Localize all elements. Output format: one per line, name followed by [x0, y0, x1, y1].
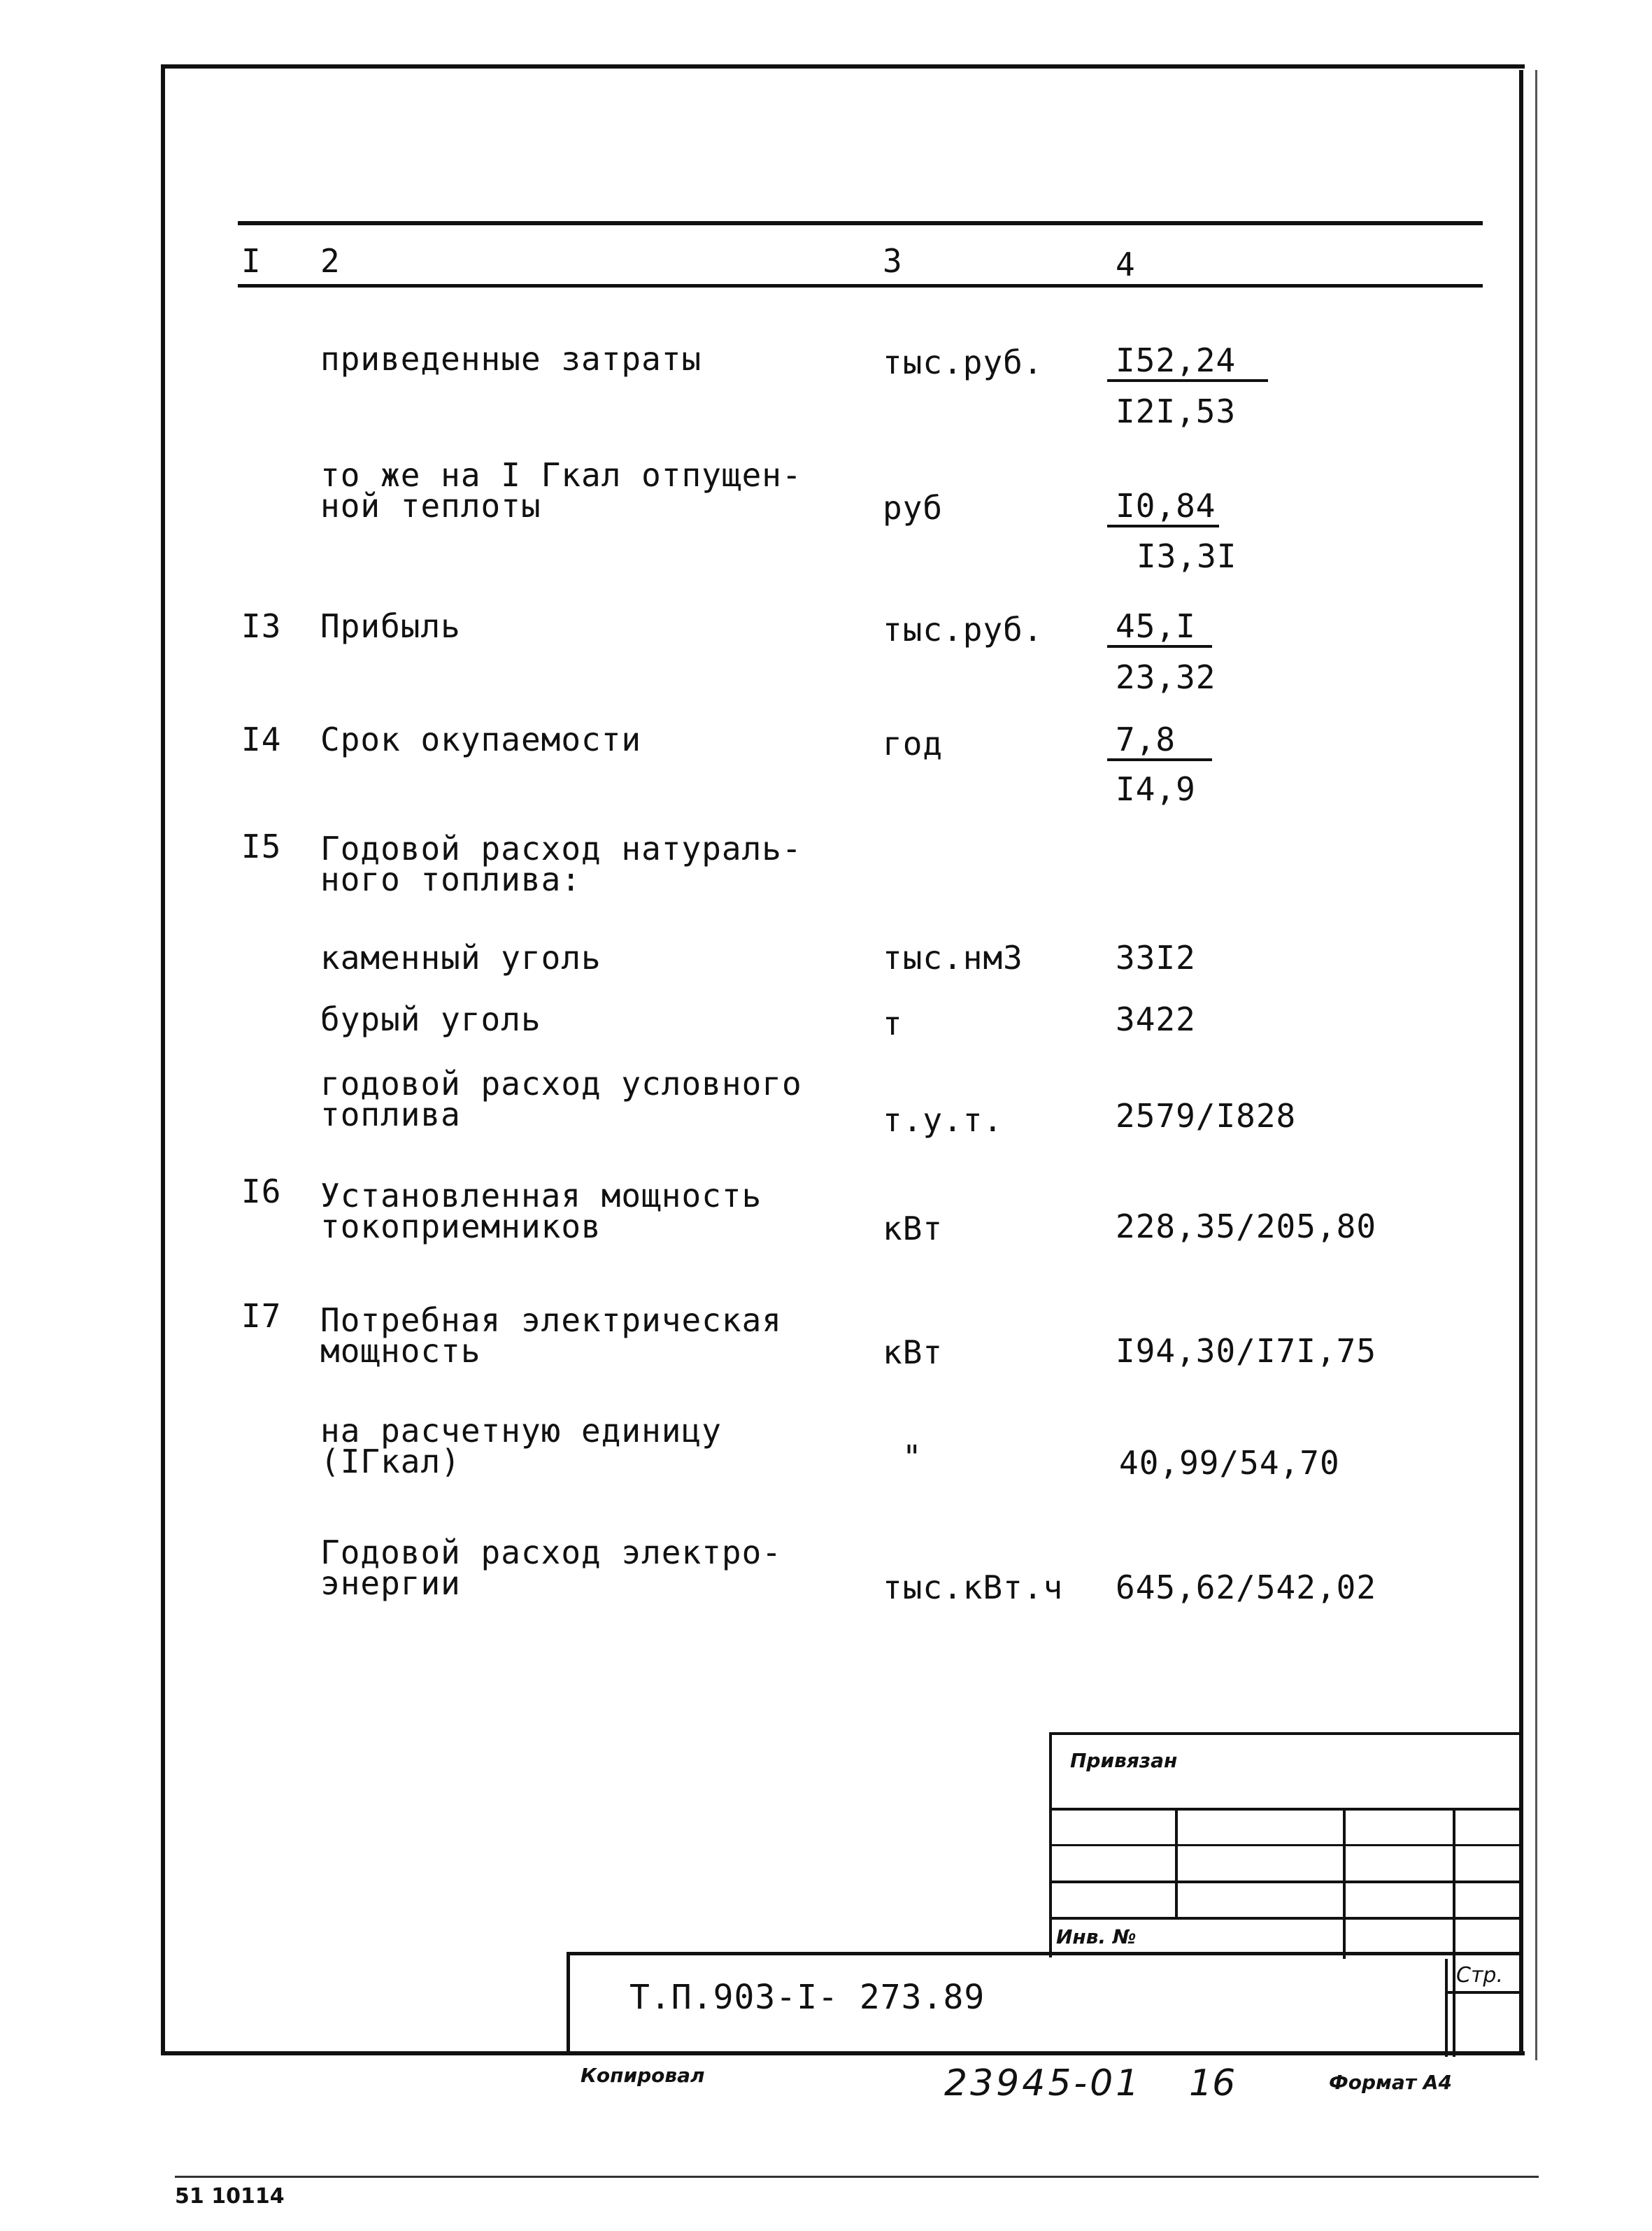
header-col3: 3	[883, 242, 903, 280]
stamp-inv-no-label: Инв. №	[1056, 1925, 1137, 1948]
row-value-bottom: I4,9	[1116, 770, 1196, 808]
row-text-cont: мощность	[320, 1332, 481, 1370]
row-value-top: I0,84	[1116, 487, 1216, 525]
row-unit: тыс.руб.	[883, 343, 1044, 381]
row-unit: тыс.нм3	[883, 939, 1023, 977]
row-value-bottom: 23,32	[1116, 658, 1216, 696]
row-value-bottom: I3,3I	[1137, 537, 1237, 575]
row-unit-ditto: "	[902, 1438, 923, 1476]
row-text: на расчетную единицу	[320, 1412, 722, 1450]
table-top-rule	[238, 221, 1483, 225]
row-text: Срок окупаемости	[320, 721, 642, 758]
row-value: 40,99/54,70	[1119, 1444, 1340, 1482]
row-text-cont: токоприемников	[320, 1207, 601, 1245]
stamp-document-code: Т.П.903-I- 273.89	[629, 1978, 985, 2017]
stamp-row-line	[1049, 1844, 1519, 1846]
row-text: годовой расход условного	[320, 1065, 802, 1103]
header-col1: I	[241, 242, 262, 280]
row-value-top: 7,8	[1116, 721, 1176, 758]
row-text-cont: (IГкал)	[320, 1443, 461, 1480]
row-text-cont: топлива	[320, 1096, 461, 1133]
frame-cut-line	[1535, 70, 1537, 2060]
footer-format-label: Формат А4	[1329, 2071, 1452, 2094]
footer-kopiroval-label: Копировал	[581, 2064, 705, 2087]
stamp-row-line	[1049, 1917, 1519, 1920]
fraction-bar	[1107, 645, 1212, 648]
stamp-page-row	[1448, 1991, 1519, 1994]
frame-right-edge	[1519, 70, 1523, 2055]
row-unit: руб	[883, 489, 944, 527]
stamp-col-line	[1453, 1808, 1455, 2057]
stamp-row-line	[1049, 1881, 1519, 1883]
table-header-rule	[238, 284, 1483, 288]
row-text: каменный уголь	[320, 939, 601, 977]
row-value: 33I2	[1116, 939, 1196, 977]
row-text: Потребная электрическая	[320, 1301, 782, 1339]
footer-bottom-code: 51 10114	[175, 2184, 285, 2209]
row-text: Прибыль	[320, 607, 461, 645]
stamp-col-line	[1343, 1808, 1346, 1959]
header-col4: 4	[1116, 246, 1136, 283]
row-number: I3	[241, 607, 282, 645]
row-value-top: 45,I	[1116, 607, 1196, 645]
stamp-page-col	[1445, 1959, 1448, 2057]
row-value: I94,30/I7I,75	[1116, 1332, 1377, 1370]
stamp-privyazan-label: Привязан	[1070, 1749, 1178, 1772]
header-col2: 2	[320, 242, 341, 280]
stamp-main-left	[567, 1952, 570, 2055]
row-text-cont: ного топлива:	[320, 860, 582, 898]
row-unit: кВт	[883, 1333, 944, 1371]
row-number: I4	[241, 721, 282, 758]
stamp-col-line	[1175, 1808, 1178, 1920]
row-text: бурый уголь	[320, 1000, 541, 1038]
footer-order-number: 23945-01	[944, 2062, 1142, 2104]
row-value-bottom: I2I,53	[1116, 392, 1237, 430]
row-unit: тыс.кВт.ч	[883, 1568, 1064, 1606]
row-unit: год	[883, 725, 944, 763]
row-number: I7	[241, 1297, 282, 1335]
row-unit: кВт	[883, 1210, 944, 1247]
fraction-bar	[1107, 379, 1268, 382]
row-value: 2579/I828	[1116, 1097, 1297, 1135]
row-value: 645,62/542,02	[1116, 1568, 1377, 1606]
row-unit: т	[883, 1005, 903, 1042]
row-text: приведенные затраты	[320, 340, 702, 378]
stamp-top-border	[1049, 1732, 1519, 1735]
row-text-cont: ной теплоты	[320, 487, 541, 525]
row-value: 3422	[1116, 1000, 1196, 1038]
stamp-main-top	[567, 1952, 1519, 1955]
stamp-row-line	[1049, 1808, 1519, 1811]
footer-sheet-number: 16	[1189, 2062, 1236, 2104]
row-value-top: I52,24	[1116, 341, 1237, 379]
row-text-cont: энергии	[320, 1564, 461, 1602]
fraction-bar	[1107, 758, 1212, 761]
row-value: 228,35/205,80	[1116, 1207, 1377, 1245]
bottom-cut-line	[175, 2176, 1539, 2178]
row-number: I6	[241, 1173, 282, 1210]
fraction-bar	[1107, 525, 1219, 527]
row-unit: т.у.т.	[883, 1101, 1004, 1139]
row-unit: тыс.руб.	[883, 611, 1044, 649]
row-text: Годовой расход натураль-	[320, 830, 802, 867]
row-text: Годовой расход электро-	[320, 1534, 782, 1571]
row-text: то же на I Гкал отпущен-	[320, 456, 802, 494]
stamp-page-label: Стр.	[1456, 1963, 1504, 1988]
row-number: I5	[241, 828, 282, 865]
row-text: Установленная мощность	[320, 1177, 762, 1214]
